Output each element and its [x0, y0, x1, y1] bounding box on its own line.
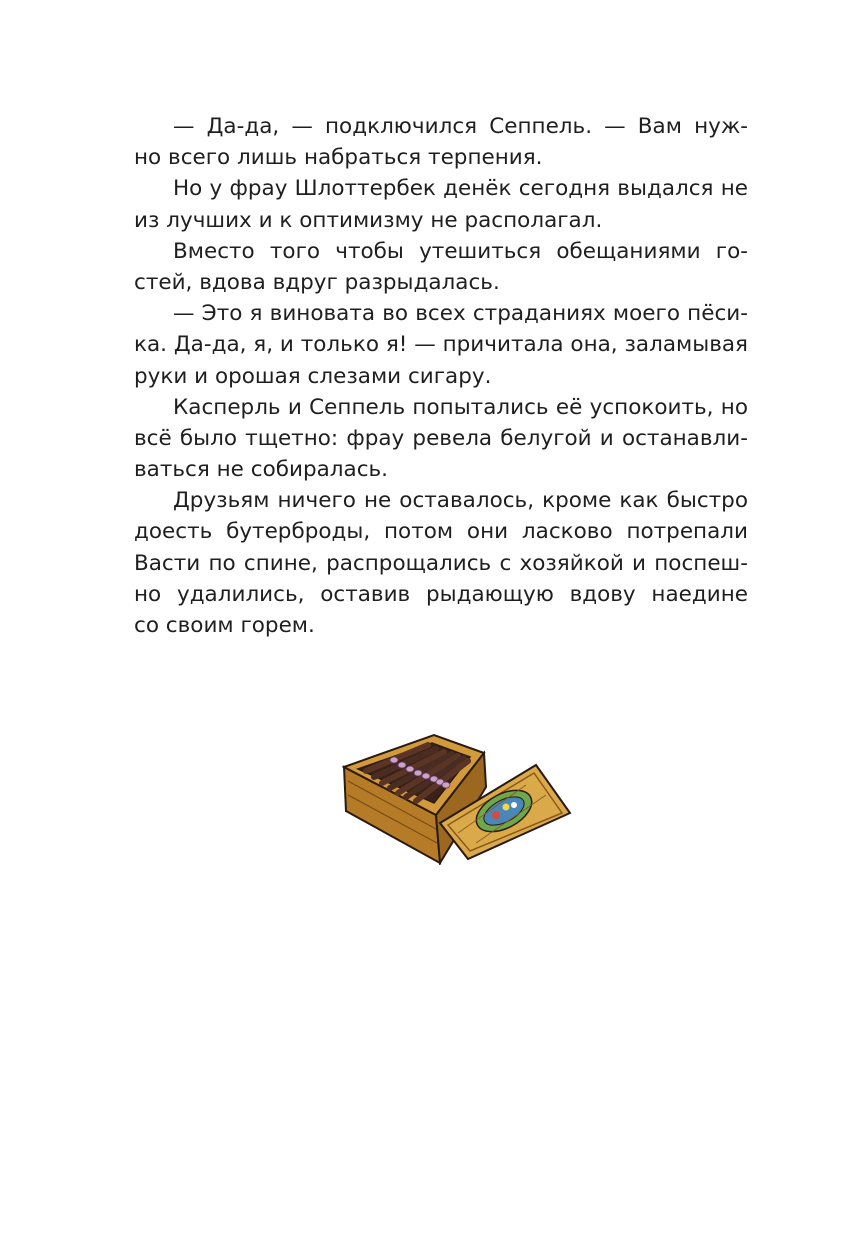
- text-line: но всего лишь набраться терпения.: [134, 145, 543, 171]
- text-line: стей, вдова вдруг разрыдалась.: [134, 269, 500, 295]
- text-line: со своим горем.: [134, 613, 315, 638]
- paragraph: [134, 236, 748, 298]
- text-line: Но у фрау Шлоттербек денёк сегодня выдался не: [173, 176, 748, 202]
- text-line: ка. Да-да, я, и только я! — причитала она, заламывая: [134, 332, 748, 358]
- text-line: из лучших и к оптимизму не располагал.: [134, 207, 603, 233]
- text-line: — Это я виновата во всех страданиях моего пёси-: [173, 301, 748, 327]
- text-line: Касперль и Сеппель попытались её успокоить, но: [173, 394, 748, 420]
- paragraph: [134, 392, 748, 486]
- text-line: но удалились, оставив рыдающую вдову наедине: [134, 581, 748, 607]
- text-line: Вместо того чтобы утешиться обещаниями го-: [173, 238, 748, 264]
- text-line: Друзьям ничего не оставалось, кроме как быстро: [173, 488, 748, 514]
- cigar-box-illustration: [336, 725, 572, 865]
- paragraph: [134, 298, 748, 392]
- text-line: всё было тщетно: фрау ревела белугой и останавли-: [134, 425, 748, 451]
- text-line: — Да-да, — подключился Сеппель. — Вам нуж-: [173, 114, 748, 139]
- text-line: ваться не собиралась.: [134, 457, 389, 483]
- paragraph: [134, 485, 748, 641]
- paragraph: [134, 173, 748, 235]
- text-line: доесть бутерброды, потом они ласково потрепали: [134, 519, 748, 545]
- page-text: [134, 111, 748, 641]
- text-line: Васти по спине, распрощались с хозяйкой и поспеш-: [134, 550, 748, 576]
- text-line: руки и орошая слезами сигару.: [134, 363, 492, 389]
- cigar-box-icon: [336, 725, 572, 865]
- paragraph: [134, 111, 748, 173]
